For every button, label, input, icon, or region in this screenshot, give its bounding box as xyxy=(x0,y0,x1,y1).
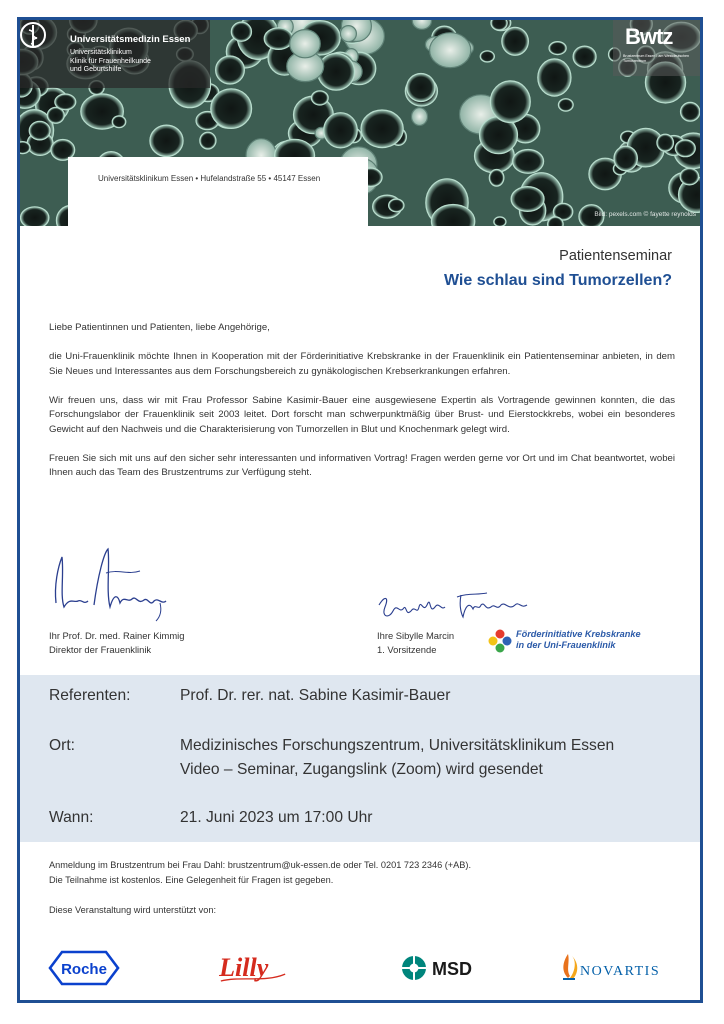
cell-shape xyxy=(549,42,566,55)
bwtz-wordmark: Bwtz xyxy=(625,24,673,49)
signature-marcin xyxy=(375,587,545,623)
cell-shape xyxy=(361,110,403,148)
cell-shape xyxy=(112,116,126,128)
cell-shape xyxy=(558,99,573,111)
paragraph: Wir freuen uns, dass wir mit Frau Professor Sabine Kasimir-Bauer eine ausgewiesene Expertin als Vortragende gewinnen konnten, die das Forschungslabor der Frauenklinik seit 2003 leitet. Dort forscht man schwerpunktmäßig über Brust- und Eierstockkrebs, wobei ein besonderes Gewicht auf den Nachweis und die Charakterisierung von Tumorzellen in Blut und Knochenmark gelegt wird. xyxy=(49,394,675,435)
bwtz-logo xyxy=(613,20,700,76)
cell-shape xyxy=(513,150,544,174)
cell-shape xyxy=(680,168,699,185)
institution-sub xyxy=(70,49,151,75)
caduceus-icon xyxy=(20,20,46,50)
signature-kimmig xyxy=(48,545,178,623)
cell-shape xyxy=(216,56,245,84)
cell-shape xyxy=(211,89,252,129)
signer-title: Direktor der Frauenklinik xyxy=(49,644,152,655)
cell-shape xyxy=(340,26,356,42)
lilly-logo xyxy=(210,948,296,988)
place-label: Ort: xyxy=(49,737,75,754)
greeting: Liebe Patientinnen und Patienten, liebe Angehörige, xyxy=(49,322,270,333)
signature-caption-right xyxy=(377,629,454,657)
novartis-logo xyxy=(558,948,678,988)
seminar-label: Patientenseminar xyxy=(559,248,672,264)
foerderinitiative-logo xyxy=(488,627,658,657)
cell-shape xyxy=(389,199,404,212)
institution-name: Universitätsmedizin Essen xyxy=(70,34,191,45)
cell-shape xyxy=(55,94,76,110)
novartis-wordmark: NOVARTIS xyxy=(580,964,661,979)
place-line-1: Medizinisches Forschungszentrum, Universitätsklinikum Essen xyxy=(180,737,615,754)
signature-caption-left xyxy=(49,629,184,657)
cell-shape xyxy=(490,81,530,123)
cell-shape xyxy=(324,113,358,148)
letter-body xyxy=(49,321,675,495)
cell-shape xyxy=(231,22,251,41)
cell-shape xyxy=(502,27,529,55)
foerder-line: in der Uni-Frauenklinik xyxy=(516,640,616,650)
address-box xyxy=(68,157,368,226)
cell-shape xyxy=(412,108,428,126)
cell-shape xyxy=(511,187,544,212)
cell-shape xyxy=(21,207,49,226)
lilly-wordmark: Lilly xyxy=(219,952,269,982)
cell-shape xyxy=(200,132,216,149)
seminar-title: Wie schlau sind Tumorzellen? xyxy=(443,272,672,289)
date-label: Wann: xyxy=(49,809,94,826)
roche-logo xyxy=(48,948,120,988)
cell-shape xyxy=(407,74,435,102)
cell-shape xyxy=(681,102,700,121)
cell-shape xyxy=(430,33,471,68)
cell-shape xyxy=(150,125,183,156)
institution-sub-line: Universitätsklinikum xyxy=(70,49,132,56)
cell-shape xyxy=(494,217,506,226)
signer-title: 1. Vorsitzende xyxy=(377,644,437,655)
msd-logo xyxy=(400,948,482,988)
registration-info xyxy=(49,858,471,887)
cell-shape xyxy=(675,140,695,157)
paragraph: Freuen Sie sich mit uns auf den sicher sehr interessanten und informativen Vortrag! Fragen werden gerne vor Ort und im Chat beantwortet, wobei Ihnen auch das Team des Brustzentrums zur Verfügung steht. xyxy=(49,452,675,478)
cell-shape xyxy=(548,217,564,226)
cell-shape xyxy=(538,59,571,96)
date-value: 21. Juni 2023 um 17:00 Uhr xyxy=(180,809,373,826)
cell-shape xyxy=(290,30,321,58)
signer-name: Ihre Sibylle Marcin xyxy=(377,630,455,641)
bwtz-subtitle: Brustzentrum Essen I am Westdeutschen Tumorzentrum xyxy=(623,54,690,63)
page-frame xyxy=(17,17,703,1003)
cell-shape xyxy=(264,28,293,50)
address: Universitätsklinikum Essen • Hufelandstraße 55 • 45147 Essen xyxy=(98,174,321,183)
paragraph: die Uni-Frauenklinik möchte Ihnen in Kooperation mit der Förderinitiative Krebskranke in der Frauenklinik ein Patientenseminar anbieten, in dem Sie Neues und Interessantes aus dem Forschungsbereich zu gynäkologischen Krebserkrankungen erfahren. xyxy=(49,351,675,377)
speaker-label: Referenten: xyxy=(49,687,131,704)
registration-line: Anmeldung im Brustzentrum bei Frau Dahl: brustzentrum@uk-essen.de oder Tel. 0201 723 2346 (+AB). xyxy=(49,860,472,870)
colored-dots-icon xyxy=(488,629,512,653)
event-info-band xyxy=(20,675,700,842)
cell-shape xyxy=(573,46,596,67)
cell-shape xyxy=(491,20,507,30)
foerder-line: Förderinitiative Krebskranke xyxy=(516,629,641,639)
cell-shape xyxy=(20,142,30,154)
registration-line: Die Teilnahme ist kostenlos. Eine Gelegenheit für Fragen ist gegeben. xyxy=(49,874,334,885)
roche-wordmark: Roche xyxy=(61,961,107,978)
cell-shape xyxy=(311,91,328,105)
foerderinitiative-name xyxy=(516,629,641,651)
institution-sub-line: Klinik für Frauenheilkunde xyxy=(70,57,151,65)
msd-wordmark: MSD xyxy=(432,959,472,979)
image-credit: Bild: pexels.com © fayette reynolds xyxy=(594,211,696,218)
institution-logo xyxy=(20,20,210,88)
speaker-value: Prof. Dr. rer. nat. Sabine Kasimir-Bauer xyxy=(180,687,451,704)
cell-shape xyxy=(489,170,504,187)
hero-image xyxy=(20,20,700,226)
institution-sub-line: und Geburtshilfe xyxy=(70,66,122,74)
place-line-2: Video – Seminar, Zugangslink (Zoom) wird gesendet xyxy=(180,761,543,778)
signer-name: Ihr Prof. Dr. med. Rainer Kimmig xyxy=(49,630,185,641)
support-note: Diese Veranstaltung wird unterstützt von: xyxy=(49,905,216,915)
cell-shape xyxy=(480,51,494,62)
cell-shape xyxy=(614,146,637,171)
cell-shape xyxy=(657,134,674,151)
cell-shape xyxy=(29,121,50,140)
